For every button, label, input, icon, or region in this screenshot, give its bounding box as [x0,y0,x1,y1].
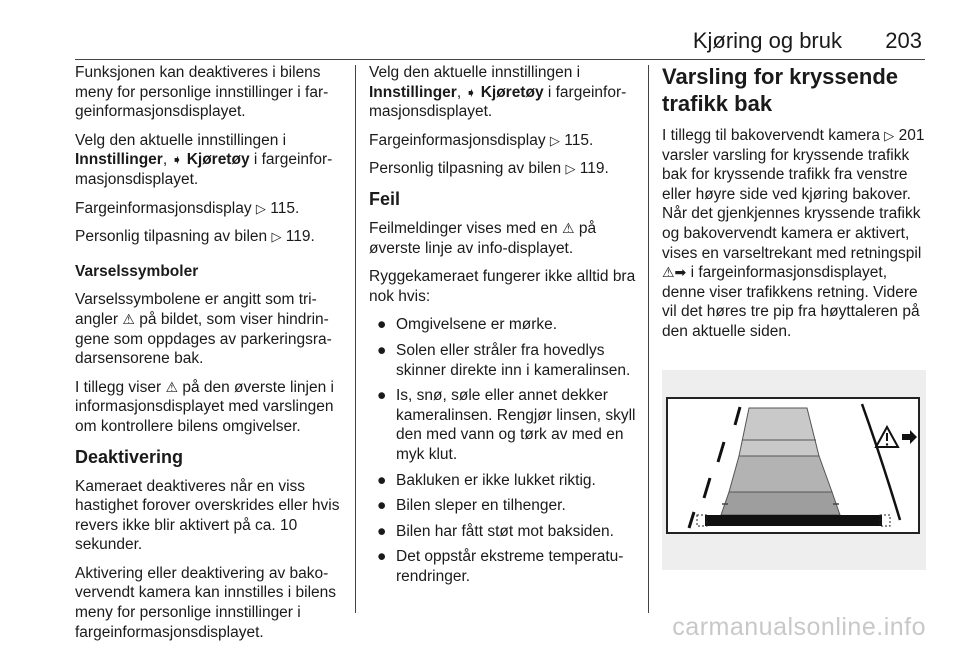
subheading-varselssymboler: Varselssymboler [75,262,199,280]
paragraph: Personlig tilpasning av bilen ▷ 119. [369,160,609,178]
paragraph: Kameraet deaktiveres når en viss hastighet forover overskrides eller hvis revers ikke blir aktivert på ca. 10 sekunder. [75,477,340,554]
menu-arrow-icon: ➧ [465,84,477,100]
heading-cross-traffic-alert: Varsling for kryssende trafikk bak [662,64,898,116]
column-divider-2 [648,65,649,613]
xref-arrow-icon: ▷ [884,128,895,143]
bullet: ● [377,316,387,334]
list-item: ● Bakluken er ikke lukket riktig. [377,471,596,489]
list-item: ● Det oppstår ekstreme temperaturendringer. [377,548,624,585]
paragraph: Personlig tilpasning av bilen ▷ 119. [75,228,315,246]
warning-triangle-icon: ⚠ [165,378,179,395]
list-item: ● Is, snø, søle eller annet dekker kameralinsen. Rengjør linsen, skyll den med vann og tørk av med en myk klut. [377,387,636,463]
xref-arrow-icon: ▷ [255,200,266,216]
xref-arrow-icon: ▷ [549,132,560,148]
warning-triangle-icon: ⚠ [561,219,575,236]
page-reference: 201 [898,127,925,144]
heading-deaktivering: Deaktivering [75,446,184,467]
list-item: ● Bilen har fått støt mot baksiden. [377,522,614,540]
menu-item-innstillinger: Innstillinger [75,151,163,169]
page-header [0,22,960,62]
watermark: carmanualsonline.info [672,613,926,641]
bullet: ● [377,471,387,489]
guideline-zone-far [739,408,819,456]
paragraph: Fargeinformasjonsdisplay ▷ 115. [369,131,594,149]
bullet: ● [377,522,387,540]
paragraph: Ryggekameraet fungerer ikke alltid bra nok hvis: [369,268,636,305]
paragraph: Aktivering eller deaktivering av bakovervendt kamera kan innstilles i bilens meny for personlige innstillinger i fargeinformasjonsdisplayet. [75,564,337,641]
column-3 [662,63,926,351]
paragraph: Fargeinformasjonsdisplay ▷ 115. [75,199,300,217]
menu-item-innstillinger: Innstillinger [369,83,457,101]
menu-item-kjoretoy: Kjøretøy [480,83,544,101]
paragraph: Varselssymbolene er angitt som triangler ⚠ på bildet, som viser hindringene som oppdages av parkeringsradarsensorene bak. [75,291,332,368]
page-reference: 115. [270,199,300,217]
list-item: ● Omgivelsene er mørke. [377,316,558,334]
bullet: ● [377,548,387,566]
paragraph: Funksjonen kan deaktiveres i bilens meny for personlige innstillinger i fargeinformasjonsdisplayet. [75,64,329,121]
header-title: Kjøring og bruk [692,28,842,53]
list-item: ● Solen eller stråler fra hovedlys skinner direkte inn i kameralinsen. [377,341,631,379]
page-reference: 119. [579,160,609,178]
warning-exclamation-dot [886,443,888,445]
header-rule [75,59,925,60]
column-1 [75,63,345,651]
guideline-zone-mid [729,456,832,492]
paragraph: I tillegg til bakovervendt kamera ▷ 201 varsler varsling for kryssende trafikk bak for kryssende trafikk fra venstre eller høyre side ved kjøring bakover. Når det gjenkjennes kryssende trafikk og bakovervendt kamera er aktivert, vises en varseltrekant med retningspil ⚠➡ i fargeinformasjonsdisplayet, denne viser trafikkens retning. Videre vil det høres tre pip fra høyttaleren på den aktuelle siden. [662,127,925,340]
page-reference: 115. [564,131,594,149]
warning-direction-arrow-icon: ⚠➡ [662,264,687,281]
page-reference: 119. [285,228,315,246]
paragraph: Feilmeldinger vises med en ⚠ på øverste linje av info-displayet. [369,219,597,257]
column-divider-1 [355,65,356,613]
bullet: ● [377,497,387,515]
bullet: ● [377,341,387,359]
heading-feil: Feil [369,188,401,209]
paragraph: Velg den aktuelle innstillingen i Innstillinger, ➧ Kjøretøy i fargeinformasjonsdisplayet. [369,64,627,121]
paragraph: Velg den aktuelle innstillingen i Innstillinger, ➧ Kjøretøy i fargeinformasjonsdisplayet. [75,131,333,188]
menu-arrow-icon: ➧ [171,152,183,168]
guideline-zone-near [721,492,840,515]
menu-item-kjoretoy: Kjøretøy [186,151,250,169]
warning-triangle-icon: ⚠ [122,310,135,327]
bullet: ● [377,387,387,405]
paragraph: I tillegg viser ⚠ på den øverste linjen i informasjonsdisplayet med varslingen om kontrollere bilens omgivelser. [75,378,334,435]
camera-display-illustration [662,370,926,570]
xref-arrow-icon: ▷ [565,161,576,177]
page-number: 203 [885,28,922,53]
bumper-bar [705,515,882,526]
list-item: ● Bilen sleper en tilhenger. [377,497,566,515]
rear-camera-display-figure [662,370,926,570]
column-2 [369,63,637,592]
condition-list [369,315,637,586]
xref-arrow-icon: ▷ [271,229,282,245]
